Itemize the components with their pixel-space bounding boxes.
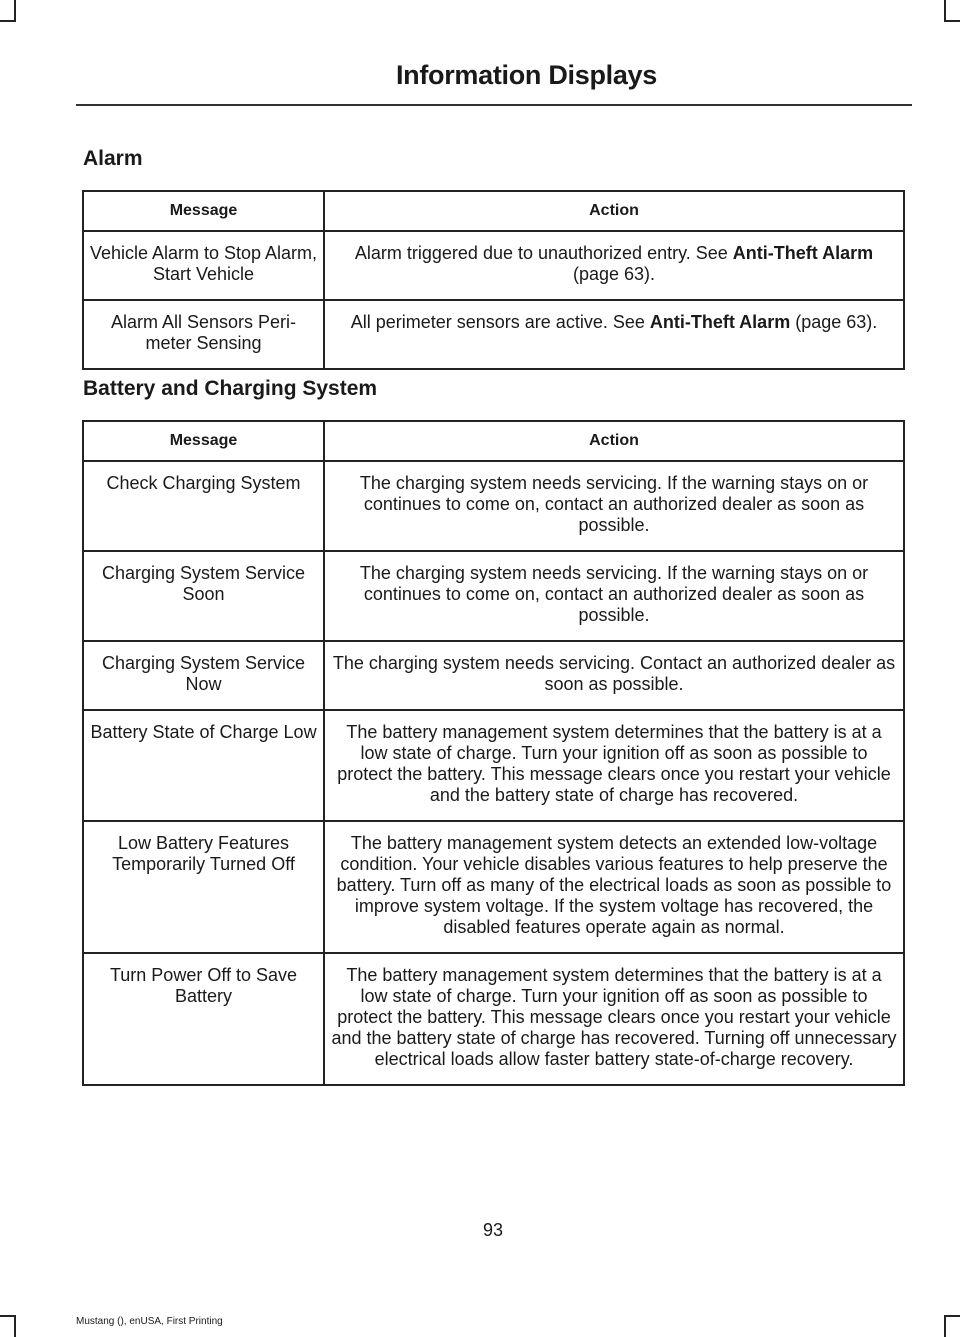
action-cell: The battery management system detects an extended low-voltage condition. Your vehicle disables various features to help preserve the battery. Turn off as many of the electrical loads as soon as possible to improve system voltage. If the system voltage has recovered, the disabled features operate again as normal. xyxy=(324,821,904,953)
crop-mark xyxy=(14,1317,16,1337)
action-cell xyxy=(324,231,904,300)
action-cell xyxy=(324,300,904,369)
table-row xyxy=(83,231,904,300)
action-cell: The battery management system determines that the battery is at a low state of charge. Turn your ignition off as soon as possible to protect the battery. This message clears once you restart your vehicle and the battery state of charge has recovered. xyxy=(324,710,904,821)
page-reference: (page 63). xyxy=(572,264,656,284)
action-text: All perimeter sensors are active. See xyxy=(350,312,650,332)
crop-mark xyxy=(0,1315,16,1317)
header-divider xyxy=(76,104,912,106)
page-reference: (page 63). xyxy=(790,312,878,332)
battery-table xyxy=(82,420,905,1086)
column-header-action: Action xyxy=(324,191,904,231)
message-cell: Vehicle Alarm to Stop Alarm, Start Vehicle xyxy=(83,231,324,300)
column-header-message: Message xyxy=(83,421,324,461)
message-cell: Alarm All Sensors Peri-meter Sensing xyxy=(83,300,324,369)
table-header-row xyxy=(83,421,904,461)
page-number: 93 xyxy=(482,1220,504,1240)
table-row xyxy=(83,461,904,551)
crop-mark xyxy=(944,20,960,22)
crop-mark xyxy=(14,0,16,20)
cross-reference-link[interactable]: Anti-Theft Alarm xyxy=(649,312,791,332)
table-row xyxy=(83,300,904,369)
crop-mark xyxy=(0,20,16,22)
action-cell: The charging system needs servicing. Contact an authorized dealer as soon as possible. xyxy=(324,641,904,710)
table-row xyxy=(83,551,904,641)
section-title-battery: Battery and Charging System xyxy=(83,377,378,400)
table-row xyxy=(83,821,904,953)
crop-mark xyxy=(944,1315,960,1317)
alarm-table xyxy=(82,190,905,370)
action-cell: The charging system needs servicing. If the warning stays on or continues to come on, contact an authorized dealer as soon as possible. xyxy=(324,551,904,641)
message-cell: Check Charging System xyxy=(83,461,324,551)
message-cell: Charging System Service Soon xyxy=(83,551,324,641)
message-cell: Battery State of Charge Low xyxy=(83,710,324,821)
table-row xyxy=(83,641,904,710)
cross-reference-link[interactable]: Anti-Theft Alarm xyxy=(732,243,874,263)
message-cell: Charging System Service Now xyxy=(83,641,324,710)
page-title: Information Displays xyxy=(395,60,657,90)
message-cell: Low Battery Features Temporarily Turned Off xyxy=(83,821,324,953)
crop-mark xyxy=(944,1317,946,1337)
table-row xyxy=(83,710,904,821)
column-header-message: Message xyxy=(83,191,324,231)
column-header-action: Action xyxy=(324,421,904,461)
action-text: Alarm triggered due to unauthorized entry. See xyxy=(354,243,733,263)
message-cell: Turn Power Off to Save Battery xyxy=(83,953,324,1085)
footer-print-info: Mustang (), enUSA, First Printing xyxy=(76,1316,223,1327)
table-header-row xyxy=(83,191,904,231)
table-row xyxy=(83,953,904,1085)
crop-mark xyxy=(944,0,946,20)
section-title-alarm: Alarm xyxy=(83,147,143,170)
action-cell: The battery management system determines that the battery is at a low state of charge. Turn your ignition off as soon as possible to protect the battery. This message clears once you restart your vehicle and the battery state of charge has recovered. Turning off unnecessary electrical loads allow faster battery state-of-charge recovery. xyxy=(324,953,904,1085)
action-cell: The charging system needs servicing. If the warning stays on or continues to come on, contact an authorized dealer as soon as possible. xyxy=(324,461,904,551)
